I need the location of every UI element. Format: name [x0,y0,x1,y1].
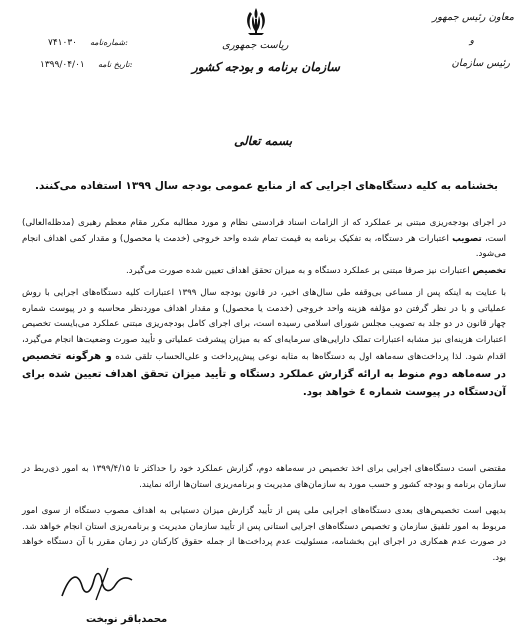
paragraph-1 [22,216,506,263]
paragraph-5 [22,504,506,566]
header-right-line3: رئیس سازمان [451,58,510,69]
header-center-line1: ریاست جمهوری [222,40,289,51]
paragraph-2 [22,264,506,280]
letter-date-value: ۱۳۹۹/۰۴/۰۱ [40,60,85,70]
paragraph-3 [22,286,506,401]
header-center-line2: سازمان برنامه و بودجه کشور [192,60,340,74]
paragraph-4-text: مقتضی است دستگاه‌های اجرایی برای اخذ تخصیص در سه‌ماهه دوم، گزارش عملکرد خود را حداکثر تا ۱۳۹۹/۴/۱۵ به امور ذی‌ربط در سازمان برنامه و بودجه کشور و حسب مورد به سازمان‌های مدیریت و برنامه‌ریزی استان‌ها ارائه نمایند. [22,464,506,490]
iran-emblem-icon [242,6,270,36]
paragraph-4 [22,462,506,493]
signatory-name: محمدباقر نوبخت [86,614,168,625]
basmala: بسمه تعالی [234,134,293,148]
paragraph-3-emphasis: و هرگونه تخصیص در سه‌ماهه دوم منوط به ارائه گزارش عملکرد دستگاه و تأیید میزان تحقق اهداف تعیین شده برای آن‌دستگاه در پیوست شماره ٤ خواهد بود. [22,351,506,398]
letter-number-label: شماره‌نامه: [90,38,128,47]
paragraph-2-emphasis: تخصیص [472,266,506,276]
paragraph-1-text-b: اعتبارات هر دستگاه، به تفکیک برنامه به قیمت تمام شده واحد خروجی (خدمت یا محصول) و مقدار کمی اهداف انجام می‌شود. [22,233,506,260]
letter-title: بخشنامه به کلیه دستگاه‌های اجرایی که از منابع عمومی بودجه سال ۱۳۹۹ استفاده می‌کنند. [34,180,498,192]
header-right-line2: و [469,36,474,46]
paragraph-2-text: اعتبارات نیز صرفا مبتنی بر عملکرد دستگاه و به میزان تحقق اهداف تعیین شده صورت می‌گیرد. [126,266,473,276]
letter-number-value: ۷۴۱۰۳۰ [48,38,78,48]
paragraph-1-emphasis: تصویب [452,233,482,244]
letter-date-label: تاریخ نامه: [98,60,133,69]
paragraph-3-text: با عنایت به اینکه پس از مساعی بی‌وقفه طی سال‌های اخیر، در قانون بودجه سال ۱۳۹۹ اعتبارات کلیه دستگاه‌های اجرایی با روش عملیاتی و با در نظر گرفتن دو مؤلفه هزینه واحد خروجی (خدمت یا محصول) و مقدار اهداف موردنظر محاسبه و در پیوست شماره چهار قانون در دو جلد به تصویب مجلس شورای اسلامی رسیده است، برای اجرای کامل بودجه‌ریزی مبتنی عملکرد می‌بایست تخصیص اعتبارات هزینه‌ای نیز مشابه اعتبارات تملک دارایی‌های سرمایه‌ای که به میزان پیشرفت عملیاتی و تأیید صورت وضعیت‌ها انجام می‌گیرد، اقدام شود. لذا پرداخت‌های سه‌ماهه اول به دستگاه‌ها به مثابه نوعی پیش‌پرداخت و علی‌الحساب تلقی شده [22,288,507,363]
paragraph-1-text-a: در اجرای بودجه‌ریزی مبتنی بر عملکرد که از الزامات اسناد فرادستی نظام و مورد مطالبه مکرر مقام معظم رهبری (مدظله‌العالی) است، [22,218,506,244]
handwritten-signature [56,566,136,606]
header-right-line1: معاون رئیس جمهور [432,12,514,23]
paragraph-5-text: بدیهی است تخصیص‌های بعدی دستگاه‌های اجرایی ملی پس از تأیید گزارش میزان دستیابی به اهداف مصوب دستگاه از سوی امور مربوط به امور تلفیق سازمان و تخصیص دستگاه‌های اجرایی استانی پس از تأیید سازمان مدیریت و برنامه‌ریزی استان انجام خواهد شد. در صورت عدم همکاری در اجرای این بخشنامه، مسئولیت عدم پرداخت‌ها از جمله حقوق کارکنان در زمان مقرر با آن دستگاه خواهد بود. [22,506,506,563]
